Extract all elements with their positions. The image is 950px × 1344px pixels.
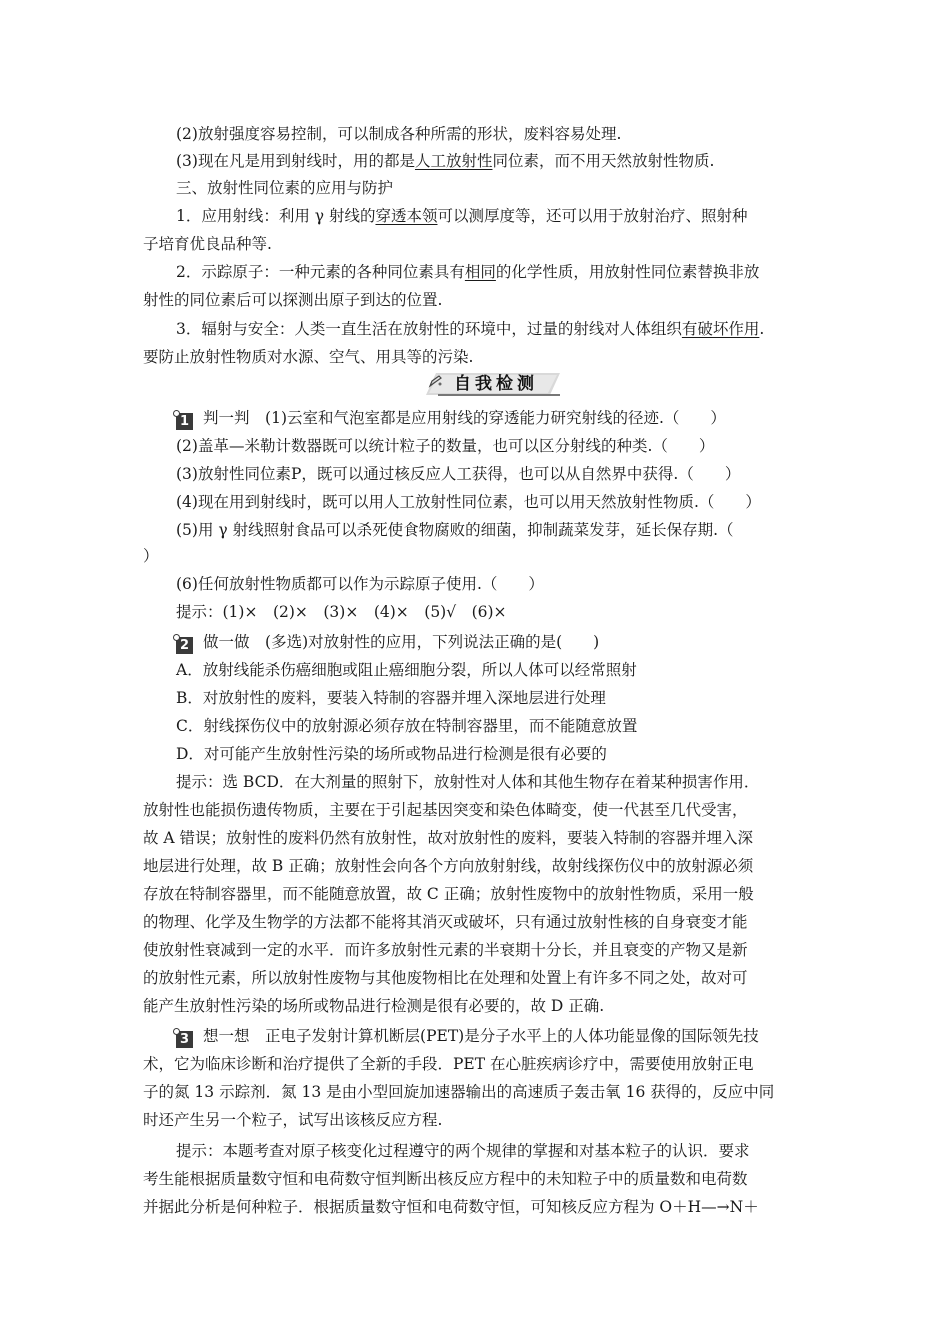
hint-line: 并据此分析是何种粒子．根据质量数守恒和电荷数守恒，可知核反应方程为 O＋H—→N＋ <box>143 1198 759 1216</box>
answer-blank: 有破坏作用 <box>681 320 760 338</box>
answer-blank: 相同 <box>464 263 496 281</box>
question-2-header: 2 做一做 (多选)对放射性的应用，下列说法正确的是( ) <box>176 631 856 654</box>
question-label: 做一做 <box>203 633 250 651</box>
option-c: C．射线探伤仪中的放射源必须存放在特制容器里，而不能随意放置 <box>176 717 638 735</box>
statement-line: (6)任何放射性物质都可以作为示踪原子使用.（ ） <box>176 575 544 593</box>
answer-blank: 人工放射性 <box>414 152 493 170</box>
question-number-badge: 2 <box>176 637 193 654</box>
question-number-badge: 3 <box>176 1031 193 1048</box>
text-line: 3．辐射与安全：人类一直生活在放射性的环境中，过量的射线对人体组织有破坏作用. <box>176 320 765 338</box>
statement-line: (5)用 γ 射线照射食品可以杀死使食物腐败的细菌，抑制蔬菜发芽，延长保存期.（ <box>176 521 734 539</box>
hint-line: 地层进行处理，故 B 正确；放射性会向各个方向放射射线，故射线探伤仪中的放射源必须 <box>143 857 754 875</box>
text-line: 要防止放射性物质对水源、空气、用具等的污染. <box>143 348 474 366</box>
hint-line: 提示：选 BCD．在大剂量的照射下，放射性对人体和其他生物存在着某种损害作用． <box>176 773 760 791</box>
hint-line: 故 A 错误；放射性的废料仍然有放射性，故对放射性的废料，要装入特制的容器并埋入深 <box>143 829 754 847</box>
section-heading: 三、放射性同位素的应用与防护 <box>176 179 394 197</box>
hint-line: 的物理、化学及生物学的方法都不能将其消灭或破坏，只有通过放射性核的自身衰变才能 <box>143 913 748 931</box>
option-d: D．对可能产生放射性污染的场所或物品进行检测是很有必要的 <box>176 745 607 763</box>
option-a: A．放射线能杀伤癌细胞或阻止癌细胞分裂，所以人体可以经常照射 <box>176 661 637 679</box>
text-line: 1．应用射线：利用 γ 射线的穿透本领可以测厚度等，还可以用于放射治疗、照射种 <box>176 207 748 225</box>
pencil-icon <box>428 374 444 388</box>
text-line: (2)放射强度容易控制，可以制成各种所需的形状，废料容易处理. <box>176 125 622 143</box>
option-b: B．对放射性的废料，要装入特制的容器并埋入深地层进行处理 <box>176 689 606 707</box>
answer-blank: 穿透本领 <box>375 207 438 225</box>
statement-line: (3)放射性同位素P，既可以通过核反应人工获得，也可以从自然界中获得.（ ） <box>176 465 741 483</box>
hint-line: 放射性也能损伤遗传物质，主要在于引起基因突变和染色体畸变，使一代甚至几代受害， <box>143 801 748 819</box>
text-line: 时还产生另一个粒子，试写出该核反应方程. <box>143 1111 443 1129</box>
statement-line: (2)盖革—米勒计数器既可以统计粒子的数量，也可以区分射线的种类.（ ） <box>176 437 715 455</box>
hint-line: 存放在特制容器里，而不能随意放置，故 C 正确；放射性废物中的放射性物质，采用一般 <box>143 885 754 903</box>
hint-line: 的放射性元素，所以放射性废物与其他废物相比在处理和处置上有许多不同之处，故对可 <box>143 969 748 987</box>
hint-line: 能产生放射性污染的场所或物品进行检测是很有必要的，故 D 正确. <box>143 997 605 1015</box>
text-line: 子培育优良品种等. <box>143 235 272 253</box>
question-label: 判一判 <box>203 409 250 427</box>
text-line: 子的氮 13 示踪剂．氮 13 是由小型回旋加速器输出的高速质子轰击氧 16 获得的，反应中同 <box>143 1083 775 1101</box>
statement-line: (4)现在用到射线时，既可以用人工放射性同位素，也可以用天然放射性物质.（ ） <box>176 493 761 511</box>
text-line: 射性的同位素后可以探测出原子到达的位置. <box>143 291 443 309</box>
hint-line: 提示：本题考查对原子核变化过程遵守的两个规律的掌握和对基本粒子的认识．要求 <box>176 1142 750 1160</box>
text-line: 2．示踪原子：一种元素的各种同位素具有相同的化学性质，用放射性同位素替换非放 <box>176 263 760 281</box>
question-1-header: 1 判一判 (1)云室和气泡室都是应用射线的穿透能力研究射线的径迹.（ ） <box>176 407 856 430</box>
banner-title: 自我检测 <box>454 374 538 394</box>
text-line: 术，它为临床诊断和治疗提供了全新的手段．PET 在心脏疾病诊疗中，需要使用放射正电 <box>143 1055 754 1073</box>
hint-line: 考生能根据质量数守恒和电荷数守恒判断出核反应方程中的未知粒子中的质量数和电荷数 <box>143 1170 748 1188</box>
self-check-banner <box>424 370 560 398</box>
question-number-badge: 1 <box>176 413 193 430</box>
text-line: (3)现在凡是用到射线时，用的都是人工放射性同位素，而不用天然放射性物质. <box>176 152 715 170</box>
question-label: 想一想 <box>203 1027 250 1045</box>
question-3-header: 3 想一想 正电子发射计算机断层(PET)是分子水平上的人体功能显像的国际领先技 <box>176 1025 856 1048</box>
hint-line: 提示：(1)× (2)× (3)× (4)× (5)√ (6)× <box>176 603 507 621</box>
hint-line: 使放射性衰减到一定的水平．而许多放射性元素的半衰期十分长，并且衰变的产物又是新 <box>143 941 748 959</box>
statement-line: ） <box>143 547 159 565</box>
